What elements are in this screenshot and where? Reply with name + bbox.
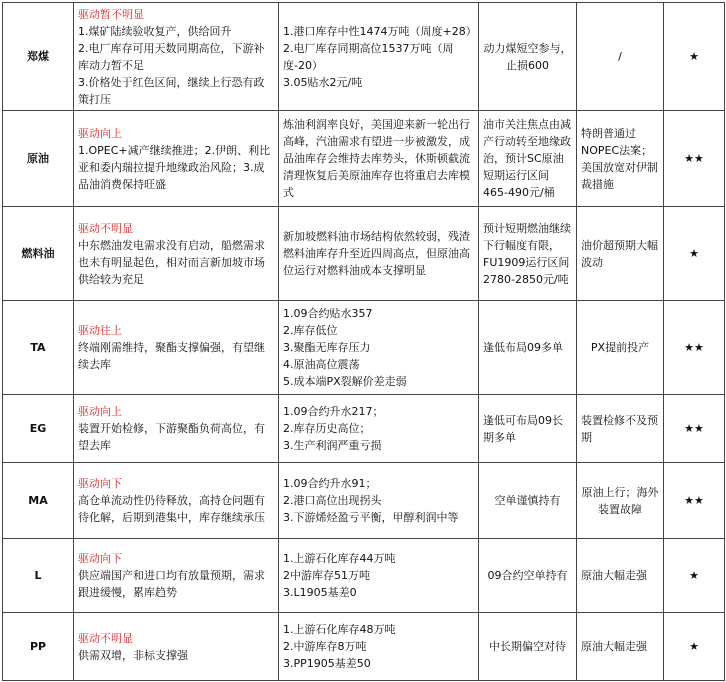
strategy-cell: 中长期偏空对待 (479, 613, 577, 681)
drive-text: 2.电厂库存可用天数同期高位，下游补库动力暂不足 (78, 41, 265, 72)
fundamentals-cell (279, 613, 479, 681)
fundamental-item: 1.09合约贴水357 (283, 307, 373, 320)
drive-text: 供需双增，非标支撑强 (78, 648, 188, 662)
drive-text: 1.OPEC+减产继续推进；2.伊朗、利比亚和委内瑞拉提升地缘政治风险；3.成品油消费保持旺盛 (78, 143, 271, 191)
fundamental-item: 3.L1905基差0 (283, 586, 357, 599)
table-row (3, 463, 725, 539)
fundamental-item: 1.上游石化库存44万吨 (283, 552, 396, 565)
fundamental-item: 2.港口高位出现拐头 (283, 494, 382, 507)
drive-cell (74, 613, 279, 681)
rating-stars: ★★ (664, 301, 725, 395)
fundamental-item: 2.库存历史高位； (283, 422, 371, 435)
fundamental-item: 2中游库存51万吨 (283, 569, 370, 582)
rating-stars: ★★ (664, 111, 725, 207)
fundamental-item: 1.09合约升水217； (283, 405, 384, 418)
fundamentals-cell (279, 539, 479, 613)
fundamental-item: 2.库存低位 (283, 324, 338, 337)
fundamental-item: 2.电厂库存同期高位1537万吨（周度-20） (283, 41, 454, 72)
drive-text: 1.煤矿陆续验收复产，供给回升 (78, 24, 232, 38)
risk-cell: 原油上行；海外装置故障 (577, 463, 664, 539)
fundamental-item: 5.成本端PX裂解价差走弱 (283, 375, 407, 388)
commodity-name: TA (3, 301, 74, 395)
strategy-cell: 逢低布局09多单 (479, 301, 577, 395)
fundamental-item: 4.原油高位震荡 (283, 358, 360, 371)
table-row (3, 395, 725, 463)
commodity-name: 郑煤 (3, 3, 74, 111)
fundamental-item: 3.下游烯烃盈亏平衡，甲醇利润中等 (283, 511, 459, 524)
rating-stars: ★ (664, 207, 725, 301)
rating-stars: ★★ (664, 395, 725, 463)
fundamental-item: 3.聚酯无库存压力 (283, 341, 371, 354)
drive-cell (74, 395, 279, 463)
fundamental-item: 炼油利润率良好，美国迎来新一轮出行高峰，汽油需求有望进一步被激发，成品油库存会维持去库势头，休斯顿截流清理恢复后美原油库存也将重启去库模式 (283, 118, 470, 199)
rating-stars: ★★ (664, 463, 725, 539)
strategy-cell: 空单谨慎持有 (479, 463, 577, 539)
risk-cell: 原油大幅走强 (577, 613, 664, 681)
risk-cell: / (577, 3, 664, 111)
drive-label: 驱动不明显 (78, 631, 133, 645)
fundamental-item: 新加坡燃料油市场结构依然较弱，残渣燃料油库存升至近四周高点，但原油高位运行对燃料油成本支撑明显 (283, 230, 470, 277)
table-row (3, 207, 725, 301)
risk-cell: PX提前投产 (577, 301, 664, 395)
fundamentals-cell (279, 301, 479, 395)
drive-label: 驱动向下 (78, 552, 122, 565)
commodity-name: 燃料油 (3, 207, 74, 301)
fundamentals-cell (279, 3, 479, 111)
fundamentals-cell (279, 111, 479, 207)
drive-label: 驱动向上 (78, 126, 122, 140)
drive-label: 驱动向下 (78, 477, 122, 490)
strategy-cell: 动力煤短空参与，止损600 (479, 3, 577, 111)
rating-stars: ★ (664, 539, 725, 613)
strategy-cell: 预计短期燃油继续下行幅度有限，FU1909运行区间2780-2850元/吨 (479, 207, 577, 301)
risk-cell: 原油大幅走强 (577, 539, 664, 613)
rating-stars: ★ (664, 613, 725, 681)
drive-text: 高仓单流动性仍待释放，高持仓问题有待化解，后期到港集中，库存继续承压 (78, 494, 265, 524)
drive-cell (74, 111, 279, 207)
commodity-table (2, 2, 725, 681)
risk-cell: 特朗普通过NOPEC法案；美国放宽对伊制裁措施 (577, 111, 664, 207)
table-row (3, 613, 725, 681)
fundamentals-cell (279, 395, 479, 463)
drive-text: 供应端国产和进口均有放量预期，需求跟进缓慢，累库趋势 (78, 569, 265, 599)
strategy-cell: 油市关注焦点由减产行动转至地缘政治，预计SC原油短期运行区间465-490元/桶 (479, 111, 577, 207)
fundamental-item: 2.中游库存8万吨 (283, 640, 367, 653)
commodity-name: 原油 (3, 111, 74, 207)
table-row (3, 111, 725, 207)
fundamentals-cell (279, 463, 479, 539)
drive-cell (74, 301, 279, 395)
risk-cell: 装置检修不及预期 (577, 395, 664, 463)
table-row (3, 539, 725, 613)
commodity-name: MA (3, 463, 74, 539)
drive-text: 中东燃油发电需求没有启动，船燃需求也未有明显起色，相对而言新加坡市场供给较为充足 (78, 238, 265, 286)
commodity-name: PP (3, 613, 74, 681)
drive-cell (74, 207, 279, 301)
drive-label: 驱动往上 (78, 324, 122, 337)
table-row (3, 3, 725, 111)
fundamental-item: 3.生产利润严重亏损 (283, 439, 382, 452)
fundamental-item: 1.港口库存中性1474万吨（周度+28） (283, 24, 477, 38)
table-row (3, 301, 725, 395)
drive-cell (74, 3, 279, 111)
drive-cell (74, 539, 279, 613)
fundamentals-cell (279, 207, 479, 301)
fundamental-item: 1.上游石化库存48万吨 (283, 623, 396, 636)
fundamental-item: 3.05贴水2元/吨 (283, 75, 363, 89)
drive-cell (74, 463, 279, 539)
strategy-cell: 逢低可布局09长期多单 (479, 395, 577, 463)
drive-label: 驱动暂不明显 (78, 7, 144, 21)
drive-label: 驱动向上 (78, 405, 122, 418)
drive-text: 3.价格处于红色区间，继续上行恐有政策打压 (78, 75, 265, 106)
risk-cell: 油价超预期大幅波动 (577, 207, 664, 301)
strategy-cell: 09合约空单持有 (479, 539, 577, 613)
fundamental-item: 1.09合约升水91； (283, 477, 377, 490)
commodity-name: L (3, 539, 74, 613)
drive-text: 装置开始检修，下游聚酯负荷高位，有望去库 (78, 422, 265, 452)
fundamental-item: 3.PP1905基差50 (283, 657, 371, 670)
commodity-name: EG (3, 395, 74, 463)
rating-stars: ★ (664, 3, 725, 111)
drive-text: 终端刚需维持，聚酯支撑偏强，有望继续去库 (78, 341, 265, 371)
drive-label: 驱动不明显 (78, 221, 133, 235)
